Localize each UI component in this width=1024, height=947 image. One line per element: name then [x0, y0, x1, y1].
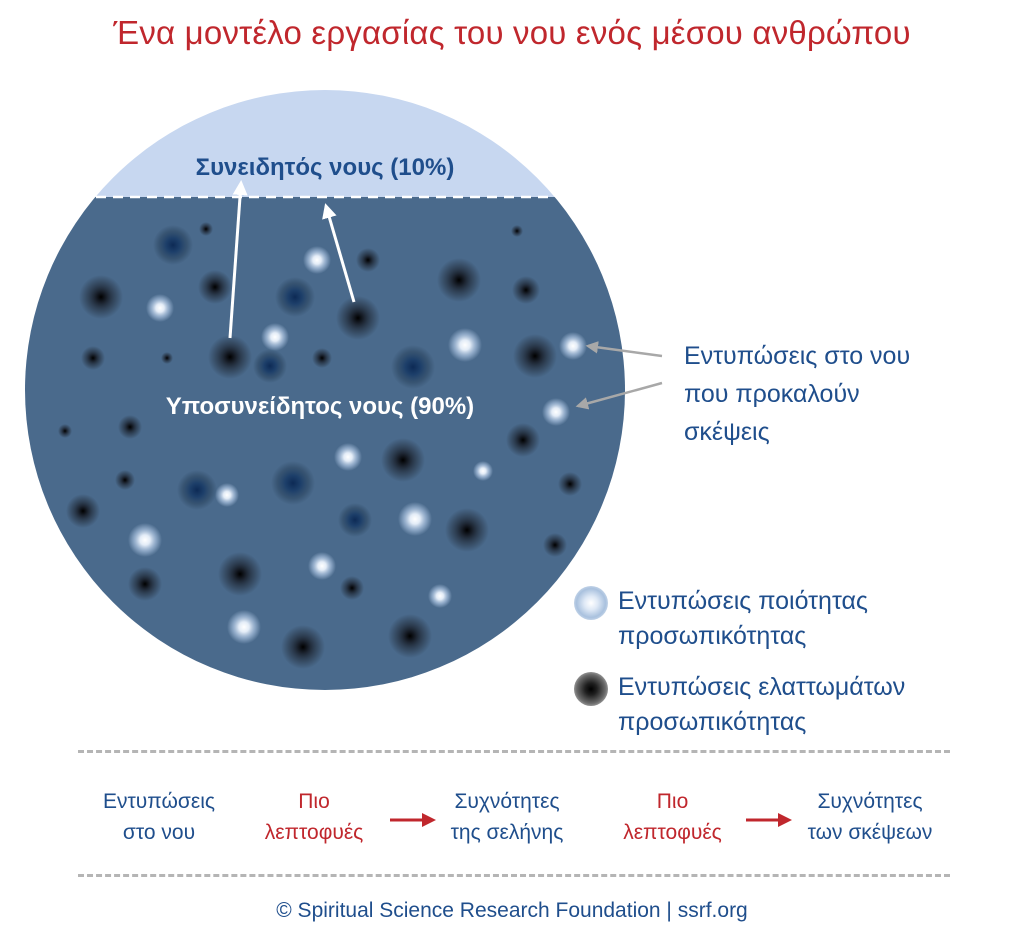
defect-impression-dot — [437, 258, 481, 302]
defect-impression-dot — [177, 470, 217, 510]
defect-impression-dot — [81, 346, 105, 370]
quality-impression-dot — [215, 483, 239, 507]
quality-impression-dot — [128, 523, 162, 557]
defect-impression-dot — [512, 276, 540, 304]
defect-impression-dot — [253, 349, 287, 383]
legend-item-personality-defects: Εντυπώσεις ελαττωμάτων προσωπικότητας — [574, 670, 905, 740]
defect-impression-dot — [199, 222, 213, 236]
defect-impression-dot — [271, 461, 315, 505]
quality-impression-dot — [428, 584, 452, 608]
defect-impression-dot — [79, 275, 123, 319]
defect-impression-dot — [161, 352, 173, 364]
defect-impression-dot — [58, 424, 72, 438]
defect-impression-dot — [558, 472, 582, 496]
quality-impression-dot — [303, 246, 331, 274]
defect-impression-dot — [338, 503, 372, 537]
defect-impression-dot — [281, 625, 325, 669]
defect-impression-dot — [511, 225, 523, 237]
page-title: Ένα μοντέλο εργασίας του νου ενός μέσου ανθρώπου — [113, 14, 911, 51]
defect-impression-dot — [66, 494, 100, 528]
defect-impression-dot — [118, 415, 142, 439]
defect-impression-dot — [153, 225, 193, 265]
defect-impression-dot — [513, 334, 557, 378]
flow-arrow-icon — [744, 810, 794, 830]
quality-impression-dot — [542, 398, 570, 426]
flow-step-subtler-1: Πιο λεπτοφυές — [264, 790, 364, 844]
defect-impression-dot — [275, 277, 315, 317]
defect-impression-dot — [208, 335, 252, 379]
flow-step-impressions: Εντυπώσεις στο νου — [103, 790, 215, 844]
copyright-footer: © Spiritual Science Research Foundation | ssrf.org — [276, 899, 748, 922]
defect-impression-dot — [218, 552, 262, 596]
defect-impression-dot — [388, 614, 432, 658]
defect-impression-dot — [128, 567, 162, 601]
thought-impressions-annotation: Εντυπώσεις στο νου που προκαλούν σκέψεις — [684, 342, 911, 446]
quality-impression-dot — [398, 502, 432, 536]
flow-step-thought-frequencies: Συχνότητες των σκέψεων — [807, 790, 933, 844]
defect-impression-dot — [312, 348, 332, 368]
defect-impression-dot — [356, 248, 380, 272]
quality-impression-dot — [334, 443, 362, 471]
divider-top — [78, 750, 950, 753]
quality-impression-dot — [227, 610, 261, 644]
quality-impression-dot — [308, 552, 336, 580]
conscious-mind-region — [0, 0, 1024, 197]
defect-impression-dot — [391, 345, 435, 389]
flow-step-moon-frequencies: Συχνότητες της σελήνης — [450, 790, 564, 844]
flow-step-subtler-2: Πιο λεπτοφυές — [623, 790, 722, 844]
quality-impression-dot — [448, 328, 482, 362]
quality-impression-dot — [473, 461, 493, 481]
conscious-mind-label: Συνειδητός νους (10%) — [195, 154, 455, 181]
subconscious-mind-label: Υποσυνείδητος νους (90%) — [165, 393, 475, 420]
defect-impression-dot — [543, 533, 567, 557]
divider-bottom — [78, 874, 950, 877]
defect-impression-dot — [336, 296, 380, 340]
defect-impression-dot — [506, 423, 540, 457]
quality-impression-dot — [146, 294, 174, 322]
light-impression-icon — [574, 586, 608, 620]
defect-impression-dot — [198, 270, 232, 304]
dark-impression-icon — [574, 672, 608, 706]
defect-impression-dot — [340, 576, 364, 600]
flow-arrow-icon — [388, 810, 438, 830]
quality-impression-dot — [261, 323, 289, 351]
defect-impression-dot — [381, 438, 425, 482]
legend-item-personality-qualities: Εντυπώσεις ποιότητας προσωπικότητας — [574, 584, 868, 654]
defect-impression-dot — [445, 508, 489, 552]
quality-impression-dot — [559, 332, 587, 360]
defect-impression-dot — [115, 470, 135, 490]
